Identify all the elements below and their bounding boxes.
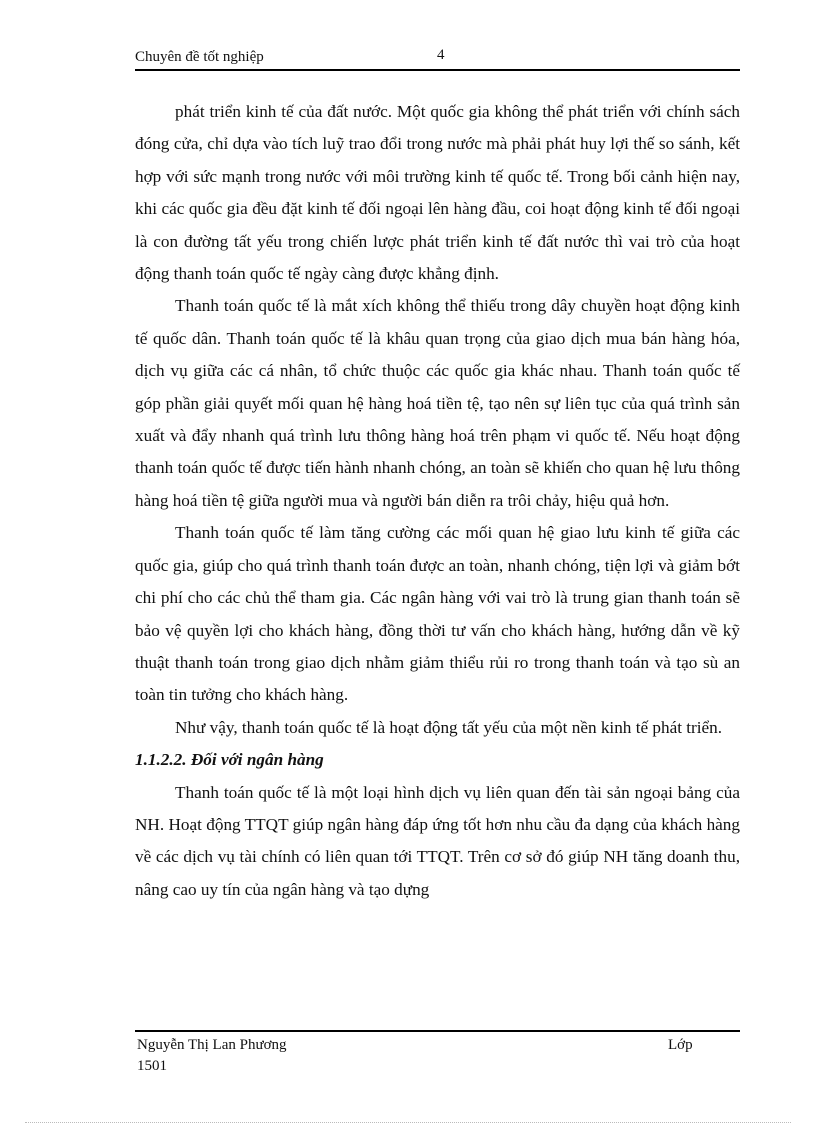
paragraph-1: phát triển kinh tế của đất nước. Một quốc gia không thể phát triển với chính sách đóng cửa, chỉ dựa vào tích luỹ trao đổi trong nước mà phải phát huy lợi thế so sánh, kết hợp với sức mạnh trong nước với môi trường kinh tế quốc tế. Trong bối cảnh hiện nay, khi các quốc gia đều đặt kinh tế đối ngoại lên hàng đầu, coi hoạt động kinh tế đối ngoại là con đường tất yếu trong chiến lược phát triển kinh tế đất nước thì vai trò của hoạt động thanh toán quốc tế ngày càng được khẳng định. (135, 102, 740, 284)
document-body (135, 96, 740, 906)
paragraph-3: Thanh toán quốc tế làm tăng cường các mối quan hệ giao lưu kinh tế giữa các quốc gia, giúp cho quá trình thanh toán được an toàn, nhanh chóng, tiện lợi và giảm bớt chi phí cho các chủ thể tham gia. Các ngân hàng với vai trò là trung gian thanh toán sẽ bảo vệ quyền lợi cho khách hàng, đồng thời tư vấn cho khách hàng, hướng dẫn về kỹ thuật thanh toán trong giao dịch nhằm giảm thiểu rủi ro trong thanh toán và tạo sù an toàn tin tưởng cho khách hàng. (135, 523, 740, 705)
footer-class-number: 1501 (137, 1058, 167, 1074)
section-heading: 1.1.2.2. Đối với ngân hàng (135, 750, 324, 770)
footer-rule (135, 1030, 740, 1032)
paragraph-4: Như vậy, thanh toán quốc tế là hoạt động tất yếu của một nền kinh tế phát triển. (175, 717, 723, 737)
paragraph-2: Thanh toán quốc tế là mắt xích không thể thiếu trong dây chuyền hoạt động kinh tế quốc dân. Thanh toán quốc tế là khâu quan trọng của giao dịch mua bán hàng hóa, dịch vụ giữa các cá nhân, tổ chức thuộc các quốc gia khác nhau. Thanh toán quốc tế góp phần giải quyết mối quan hệ hàng hoá tiền tệ, tạo nên sự liên tục của quá trình sản xuất và đẩy nhanh quá trình lưu thông hàng hoá trên phạm vi quốc tế. Nếu hoạt động thanh toán quốc tế được tiến hành nhanh chóng, an toàn sẽ khiến cho quan hệ lưu thông hàng hoá tiền tệ giữa người mua và người bán diễn ra trôi chảy, hiệu quả hơn. (135, 296, 740, 510)
page-number: 4 (437, 47, 445, 63)
page-header (135, 47, 740, 71)
footer-author: Nguyễn Thị Lan Phương (137, 1037, 287, 1053)
footer-class-label: Lớp (668, 1037, 693, 1053)
header-title: Chuyên đề tốt nghiệp (135, 49, 264, 65)
paragraph-5: Thanh toán quốc tế là một loại hình dịch vụ liên quan đến tài sản ngoại bảng của NH. Hoạt động TTQT giúp ngân hàng đáp ứng tốt hơn nhu cầu đa dạng của khách hàng về các dịch vụ tài chính có liên quan tới TTQT. Trên cơ sở đó giúp NH tăng doanh thu, nâng cao uy tín của ngân hàng và tạo dựng (135, 782, 740, 899)
